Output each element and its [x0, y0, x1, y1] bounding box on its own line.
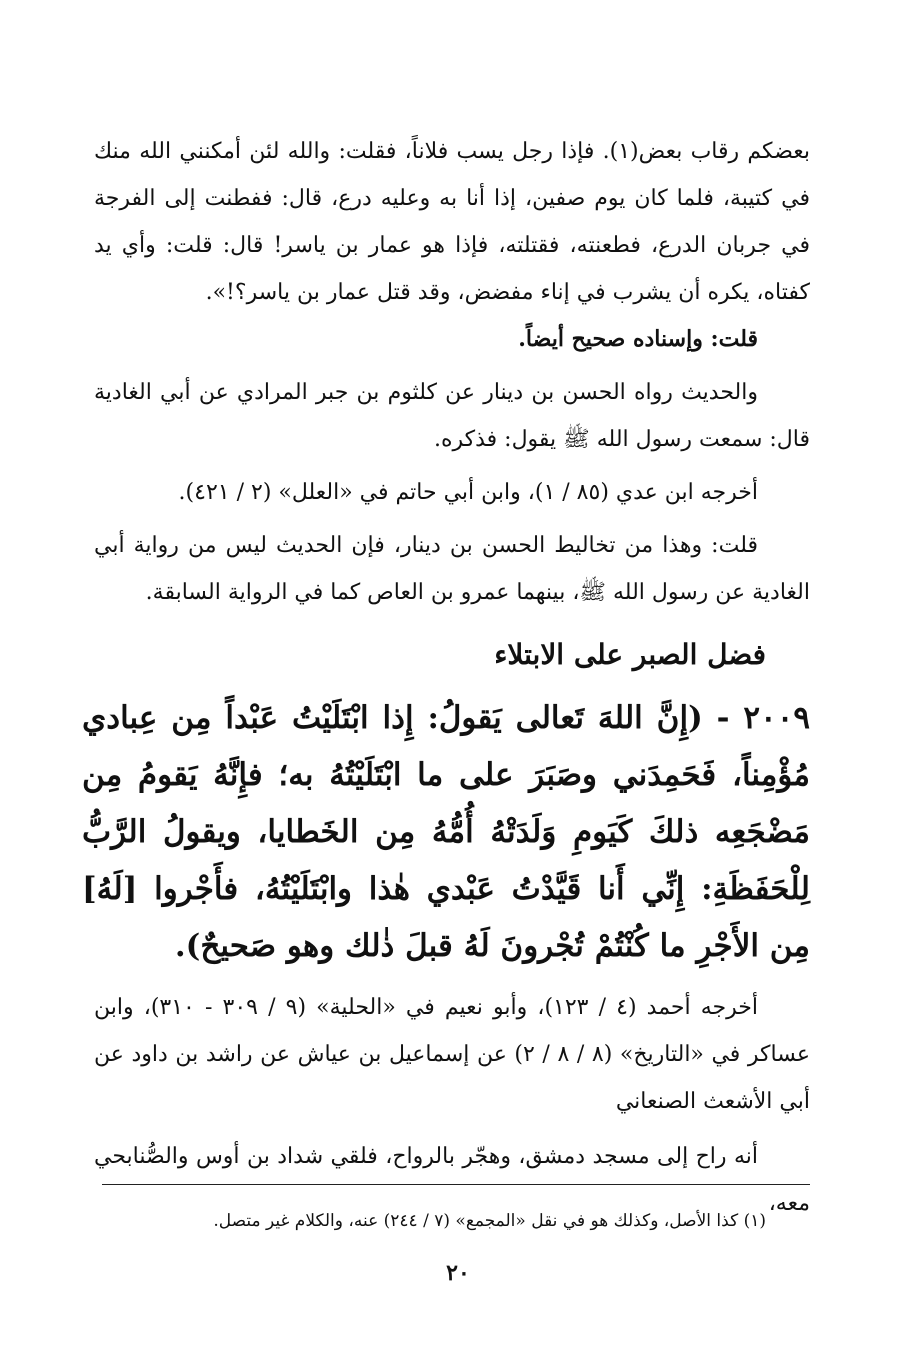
sources-paragraph: أخرجه أحمد (٤ / ١٢٣)، وأبو نعيم في «الحلية» (٩ / ٣٠٩ - ٣١٠)، وابن عساكر في «التاريخ» (٨ / ٨ / ٢) عن إسماعيل بن عياش عن راشد بن داود عن أبي الأشعث الصنعاني: [94, 995, 810, 1114]
grading-note: قلت: وإسناده صحيح أيضاً.: [518, 326, 758, 352]
narration-paragraph: والحديث رواه الحسن بن دينار عن كلثوم بن جبر المرادي عن أبي الغادية قال: سمعت رسول الله ﷺ يقول: فذكره.: [94, 380, 810, 452]
citation-paragraph: أخرجه ابن عدي (٨٥ / ١)، وابن أبي حاتم في «العلل» (٢ / ٤٢١).: [178, 480, 758, 505]
intro-text: [94, 128, 810, 616]
footnote-divider: [102, 1184, 810, 1185]
intro-paragraph: بعضكم رقاب بعض(١). فإذا رجل يسب فلاناً، فقلت: والله لئن أمكنني الله منك في كتيبة، فلما كان يوم صفين، إذا أنا به وعليه درع، قال: ففطنت إلى الفرجة في جربان الدرع، فطعنته، فقتلته، فإذا هو عمار بن ياسر! قال: قلت: وأي يد كفتاه، يكره أن يشرب في إناء مفضض، وقد قتل عمار بن ياسر؟!».: [94, 139, 811, 305]
page-number: ٢٠: [446, 1260, 470, 1286]
sources-continuation: أنه راح إلى مسجد دمشق، وهجّر بالرواح، فلقي شداد بن أوس والصُّنابحي معه،: [94, 1144, 810, 1216]
footnote: (١) كذا الأصل، وكذلك هو في نقل «المجمع» (٧ / ٢٤٤) عنه، والكلام غير متصل.: [213, 1211, 766, 1231]
section-heading: فضل الصبر على الابتلاء: [494, 638, 766, 671]
hadith-text: ٢٠٠٩ - (إِنَّ اللهَ تَعالى يَقولُ: إِذا ابْتَلَيْتُ عَبْداً مِن عِبادي مُؤْمِناً، فَحَمِدَني وصَبَرَ على ما ابْتَلَيْتُهُ به؛ فإِنَّهُ يَقومُ مِن مَضْجَعِه ذلكَ كَيَومِ وَلَدَتْهُ أُمُّهُ مِن الخَطايا، ويقولُ الرَّبُّ لِلْحَفَظَةِ: إِنِّي أَنا قَيَّدْتُ عَبْدي هٰذا وابْتَلَيْتُهُ، فأَجْروا [لَهُ] مِن الأَجْرِ ما كُنْتُمْ تُجْرونَ لَهُ قبلَ ذٰلك وهو صَحيحٌ).: [82, 700, 810, 964]
commentary-paragraph: قلت: وهذا من تخاليط الحسن بن دينار، فإن الحديث ليس من رواية أبي الغادية عن رسول الله ﷺ، بينهما عمرو بن العاص كما في الرواية السابقة.: [94, 533, 810, 605]
sources-text: [94, 984, 810, 1227]
